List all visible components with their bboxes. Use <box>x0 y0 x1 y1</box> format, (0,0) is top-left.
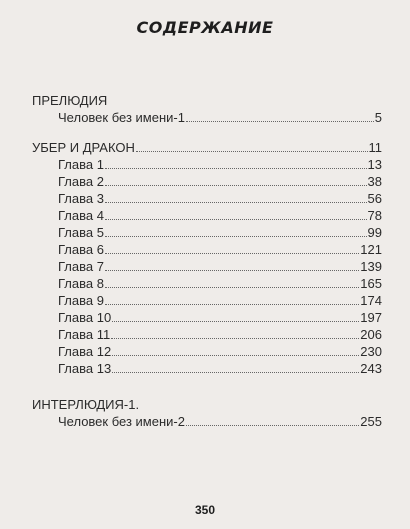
page-title: СОДЕРЖАНИЕ <box>136 18 274 37</box>
toc-entry-page: 174 <box>360 293 382 308</box>
toc-entry <box>32 343 382 360</box>
toc-section-interlude <box>32 396 382 430</box>
leader-dots <box>105 270 359 271</box>
toc-entry-page: 197 <box>360 310 382 325</box>
toc-section-prelude <box>32 92 382 126</box>
toc-entry <box>32 292 382 309</box>
toc-entry-page: 99 <box>367 225 382 240</box>
toc-entry-label: Глава 7 <box>58 259 104 274</box>
leader-dots <box>105 219 367 220</box>
toc-entry-label: Глава 5 <box>58 225 104 240</box>
toc-entry-page: 121 <box>360 242 382 257</box>
toc-entry <box>32 173 382 190</box>
toc-entry <box>32 190 382 207</box>
leader-dots <box>105 168 367 169</box>
toc-heading <box>32 92 382 109</box>
toc-entry-label: Глава 3 <box>58 191 104 206</box>
toc-entry-label: Человек без имени-1 <box>58 110 185 125</box>
toc-entry-label: Глава 8 <box>58 276 104 291</box>
leader-dots <box>136 151 368 152</box>
leader-dots <box>186 425 359 426</box>
leader-dots <box>112 321 359 322</box>
toc-entry-label: Человек без имени-2 <box>58 414 185 429</box>
toc-entry <box>32 109 382 126</box>
toc-entry-label: Глава 13 <box>58 361 112 376</box>
toc-entry-page: 56 <box>367 191 382 206</box>
toc-heading <box>32 396 382 413</box>
toc-entry-page: 13 <box>367 157 382 172</box>
toc-entry-label: Глава 6 <box>58 242 104 257</box>
toc-entry-page: 78 <box>367 208 382 223</box>
toc-entry <box>32 326 382 343</box>
toc-entry <box>32 241 382 258</box>
leader-dots <box>105 304 359 305</box>
toc-entry-label: Глава 12 <box>58 344 112 359</box>
toc-heading-page: 11 <box>368 140 382 155</box>
leader-dots <box>112 355 359 356</box>
toc-entry <box>32 360 382 377</box>
toc-entry-page: 243 <box>360 361 382 376</box>
toc-entry <box>32 275 382 292</box>
toc-entry <box>32 309 382 326</box>
leader-dots <box>112 372 359 373</box>
toc-entry-page: 5 <box>374 110 382 125</box>
toc-entry-page: 38 <box>367 174 382 189</box>
toc-entry <box>32 207 382 224</box>
toc-section-uber <box>32 139 382 377</box>
leader-dots <box>186 121 374 122</box>
toc-entry-label: Глава 10 <box>58 310 112 325</box>
toc-entry <box>32 413 382 430</box>
page-number: 350 <box>194 503 216 517</box>
toc-entry-page: 139 <box>360 259 382 274</box>
toc-entry <box>32 224 382 241</box>
leader-dots <box>111 338 359 339</box>
toc-entry-label: Глава 2 <box>58 174 104 189</box>
leader-dots <box>105 236 367 237</box>
leader-dots <box>105 287 359 288</box>
leader-dots <box>105 253 359 254</box>
toc-entry-label: Глава 1 <box>58 157 104 172</box>
toc-entry-page: 230 <box>360 344 382 359</box>
toc-entry-label: Глава 9 <box>58 293 104 308</box>
leader-dots <box>105 202 367 203</box>
toc-heading <box>32 139 382 156</box>
toc-heading-label: ПРЕЛЮДИЯ <box>32 93 108 108</box>
leader-dots <box>105 185 367 186</box>
toc-entry-page: 206 <box>360 327 382 342</box>
toc-entry-label: Глава 11 <box>58 327 111 342</box>
toc-heading-label: ИНТЕРЛЮДИЯ-1. <box>32 397 140 412</box>
toc-heading-label: УБЕР И ДРАКОН <box>32 140 135 155</box>
toc-entry-label: Глава 4 <box>58 208 104 223</box>
toc-entry-page: 255 <box>360 414 382 429</box>
toc-entry-page: 165 <box>360 276 382 291</box>
toc-entry <box>32 258 382 275</box>
toc-entry <box>32 156 382 173</box>
